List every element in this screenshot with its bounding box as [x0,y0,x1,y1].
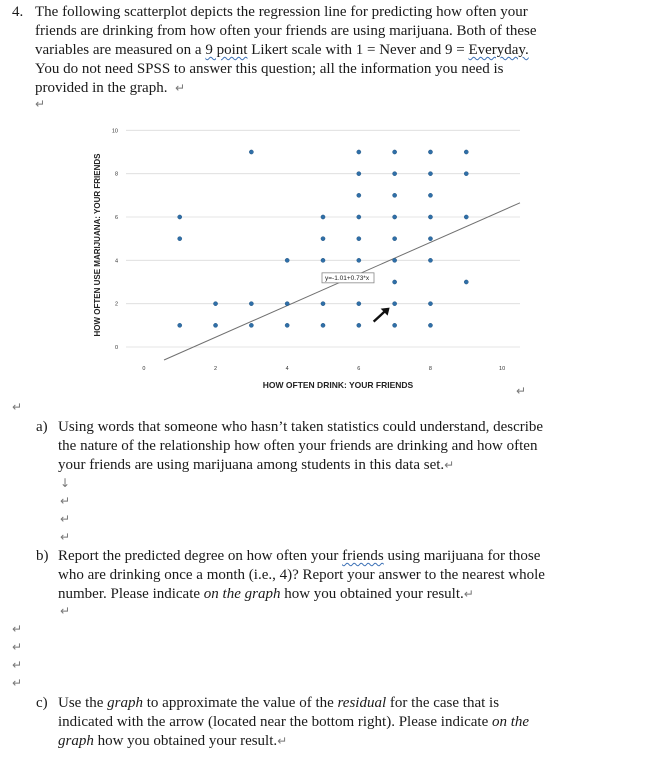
part-b-line-2: who are drinking once a month (i.e., 4)? Report your answer to the nearest whole [58,567,545,583]
data-point [393,215,397,219]
data-point [357,193,361,197]
data-point [428,258,432,262]
data-point [428,215,432,219]
data-point [464,150,468,154]
data-point [249,150,253,154]
return-mark-icon: ↵ [516,384,527,398]
q4-line-1: The following scatterplot depicts the regression line for predicting how often your [35,4,528,20]
data-point [285,323,289,327]
q4-line-2: friends are drinking from how often your friends are using marijuana. Both of these [35,23,537,39]
question-number: 4. [12,4,24,20]
part-a-line-3 [58,456,606,475]
part-b-line-3-pre: number. Please indicate [58,586,204,602]
q4-line-5 [35,79,595,98]
q4-line-5-text: provided in the graph. [35,80,168,96]
data-point [249,302,253,306]
part-a-line-2: the nature of the relationship how often your friends are drinking and how often [58,438,538,454]
part-c-line-1 [58,694,606,713]
return-mark-icon: ↵ [12,658,23,672]
y-tick-label: 0 [114,345,118,351]
part-a-label: a) [36,419,48,435]
data-point [393,193,397,197]
part-a-line-1: Using words that someone who hasn’t taken statistics could understand, describe [58,419,544,435]
data-point [357,215,361,219]
data-point [393,258,397,262]
data-point [464,215,468,219]
y-tick-label: 8 [114,171,118,178]
data-point [357,172,361,176]
data-point [428,193,432,197]
data-point [428,237,432,241]
data-point [321,237,325,241]
data-point [357,323,361,327]
x-tick-label: 0 [142,366,146,372]
return-mark-icon: ↵ [60,604,71,618]
data-point [321,323,325,327]
y-axis-label: HOW OFTEN USE MARIJUANA: YOUR FRIENDS [93,153,102,337]
part-c [36,694,606,751]
q4-line-4: You do not need SPSS to answer this question; all the information you need is [35,61,504,77]
y-axis-ticks [112,128,118,351]
y-tick-label: 4 [114,258,118,265]
data-point [393,172,397,176]
data-point [428,323,432,327]
data-point [393,302,397,306]
equation-label [322,273,374,283]
data-point [357,150,361,154]
part-c-line-1-em2: residual [337,695,387,711]
part-b-line-1-pre: Report the predicted degree on how often your [58,548,343,564]
part-c-line-2 [58,713,606,732]
part-c-line-2-pre: indicated with the arrow (located near the bottom right). Please indicate [58,714,493,730]
part-b-label: b) [36,548,49,564]
y-tick-label: 10 [111,128,118,135]
data-point [464,172,468,176]
return-mark-icon: ↵ [60,494,71,508]
data-point [321,302,325,306]
part-a-line-3-text: your friends are using marijuana among students in this data set. [58,457,445,473]
equation-text: y=-1.01+0.73*x [325,274,370,282]
q4-line-3-mid: Likert scale with 1 = Never and 9 = [247,42,469,58]
part-b-line-3-end: how you obtained your result. [280,586,464,602]
question-4-text [35,3,595,98]
data-point [428,172,432,176]
part-b [36,547,606,604]
data-point [357,302,361,306]
arrow-icon [374,308,390,322]
data-point [393,150,397,154]
data-point [357,237,361,241]
part-a [36,418,606,475]
return-mark-icon: ↵ [12,640,23,654]
return-mark-icon: ↵ [12,400,23,414]
data-point [249,323,253,327]
data-point [213,302,217,306]
part-c-line-3 [58,732,606,751]
x-tick-label: 8 [428,366,432,372]
data-point [178,215,182,219]
return-mark-icon: ↵ [12,622,23,636]
q4-line-3-pre: variables are measured on a [35,42,206,58]
return-mark-icon: ↵ [174,81,186,95]
data-point [464,280,468,284]
q4-line-3 [35,41,595,60]
return-mark-icon: ↵ [60,530,71,544]
data-point [357,258,361,262]
return-mark-icon: ↵ [444,458,455,472]
x-tick-label: 6 [357,366,361,372]
return-mark-icon: ↵ [277,734,288,748]
data-point [178,323,182,327]
part-c-line-3-em: graph [58,733,94,749]
spell-flag-friends: friends [342,548,384,564]
x-tick-label: 10 [499,366,506,372]
x-tick-label: 4 [285,366,289,372]
data-point [285,302,289,306]
part-c-label: c) [36,695,48,711]
scatterplot-chart [88,116,540,396]
x-tick-label: 2 [214,366,218,372]
x-axis-ticks [142,366,505,372]
part-b-line-3 [58,585,606,604]
data-point [321,258,325,262]
data-point [285,258,289,262]
data-point [393,237,397,241]
data-point [178,237,182,241]
return-mark-icon: ↵ [463,587,474,601]
return-mark-icon: ↵ [12,676,23,690]
part-b-line-1-end: using marijuana for those [383,548,541,564]
y-tick-label: 2 [114,301,118,308]
data-point [321,215,325,219]
down-arrow-mark-icon: ↓ [60,476,71,490]
data-point [393,323,397,327]
part-b-line-1 [58,547,606,566]
part-c-line-1-end: for the case that is [386,695,500,711]
data-point [393,280,397,284]
part-b-line-3-em: on the graph [203,586,281,602]
return-mark-icon: ↵ [60,512,71,526]
data-point [428,150,432,154]
part-c-line-1-pre: Use the [58,695,108,711]
spell-flag-everyday: Everyday. [468,42,529,58]
part-c-line-3-end: how you obtained your result. [93,733,278,749]
return-mark-icon: ↵ [35,97,46,111]
y-tick-label: 6 [114,215,118,221]
spell-flag-9-point: 9 point [205,42,248,58]
data-point [213,323,217,327]
part-c-line-2-em: on the [492,714,530,730]
x-axis-label: HOW OFTEN DRINK: YOUR FRIENDS [262,380,414,390]
part-c-line-1-em1: graph [107,695,143,711]
data-points [178,150,469,328]
part-c-line-1-mid: to approximate the value of the [143,695,338,711]
data-point [428,302,432,306]
